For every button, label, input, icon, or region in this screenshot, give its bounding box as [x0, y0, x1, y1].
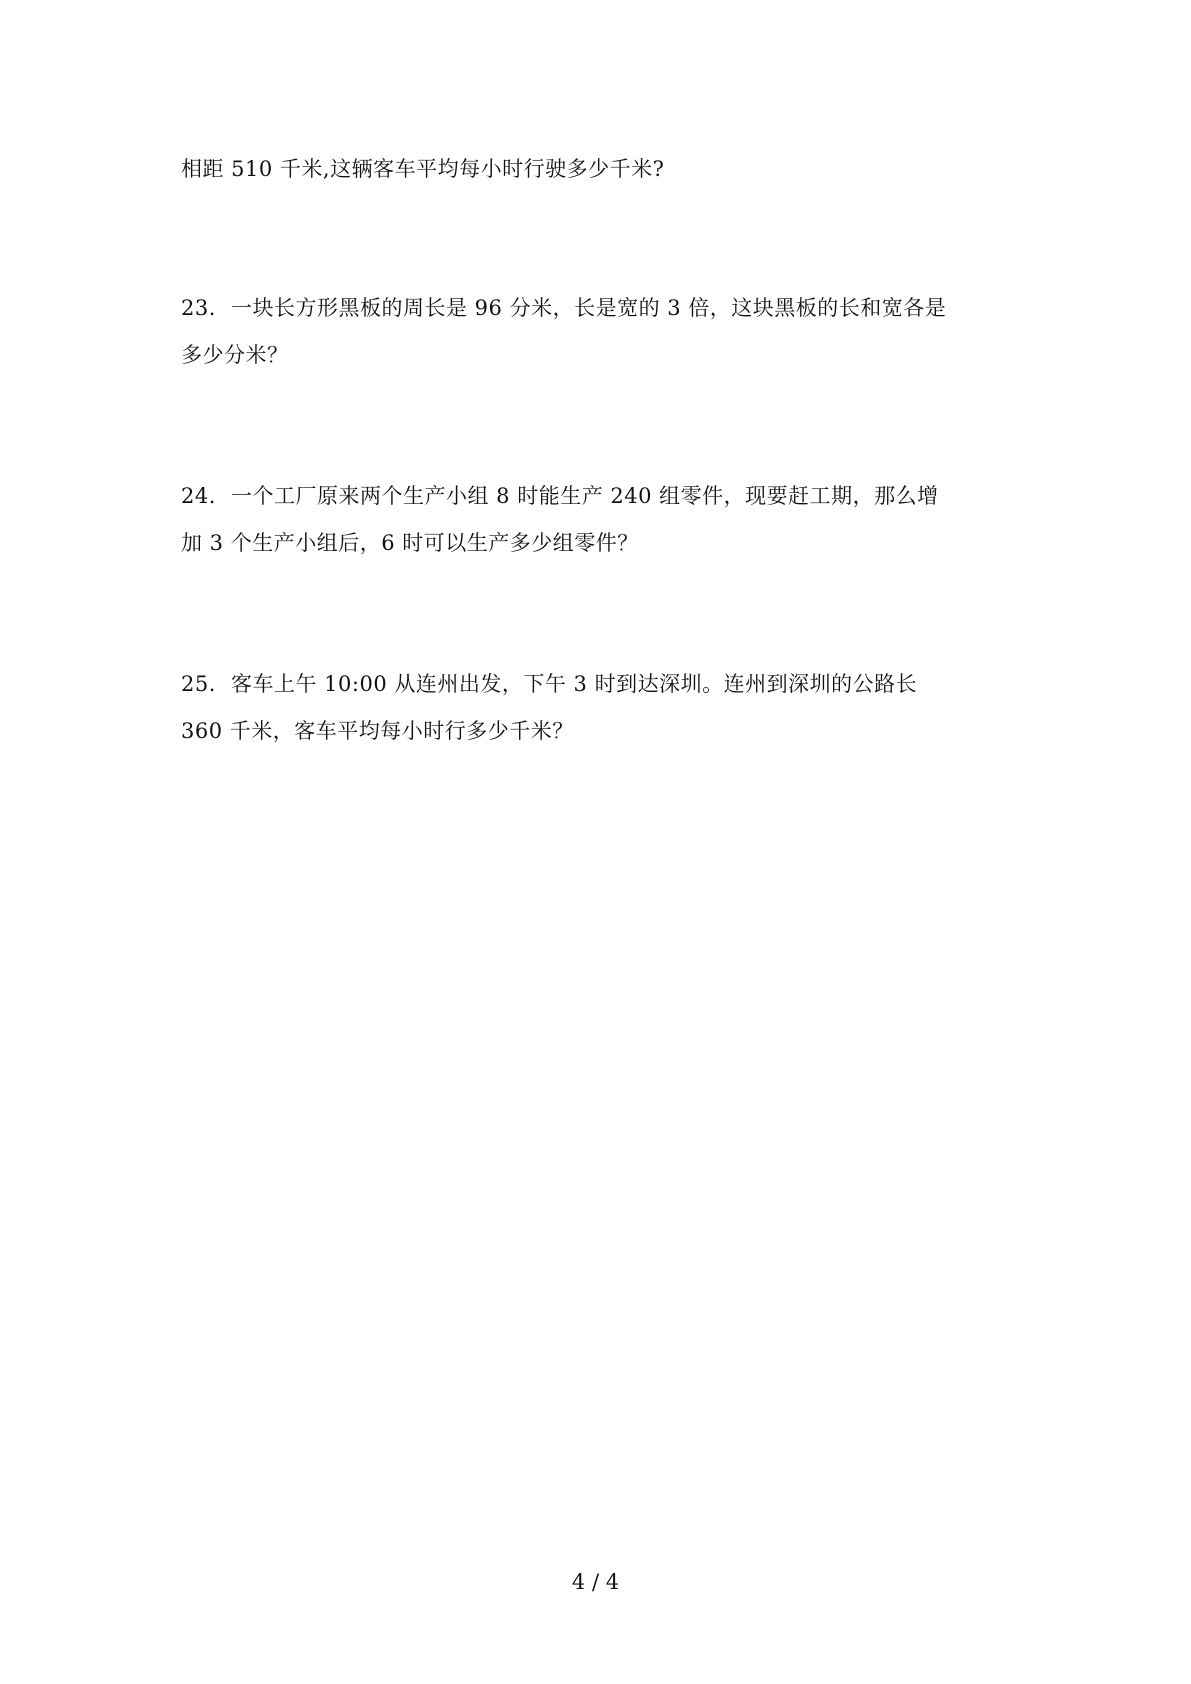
question-24-text-1: 一个工厂原来两个生产小组 8 时能生产 240 组零件，现要赶工期，那么增 [231, 484, 939, 508]
question-25-line-2: 360 千米，客车平均每小时行多少千米？ [181, 719, 574, 743]
question-23-line-1 [181, 293, 946, 323]
question-25-line-1 [181, 669, 917, 699]
page-number: 4 / 4 [571, 1570, 620, 1594]
question-25-number: 25. [181, 672, 216, 696]
question-24-number: 24. [181, 484, 216, 508]
question-23-line-2: 多少分米？ [181, 343, 289, 367]
question-24-line-2: 加 3 个生产小组后，6 时可以生产多少组零件？ [181, 531, 639, 555]
question-23-number: 23. [181, 296, 216, 320]
question-25-text-1: 客车上午 10:00 从连州出发，下午 3 时到达深圳。连州到深圳的公路长 [231, 672, 918, 696]
question-23-text-1: 一块长方形黑板的周长是 96 分米，长是宽的 3 倍，这块黑板的长和宽各是 [231, 296, 947, 320]
question-22-continuation: 相距 510 千米,这辆客车平均每小时行驶多少千米? [181, 157, 665, 181]
question-24-line-1 [181, 481, 939, 511]
